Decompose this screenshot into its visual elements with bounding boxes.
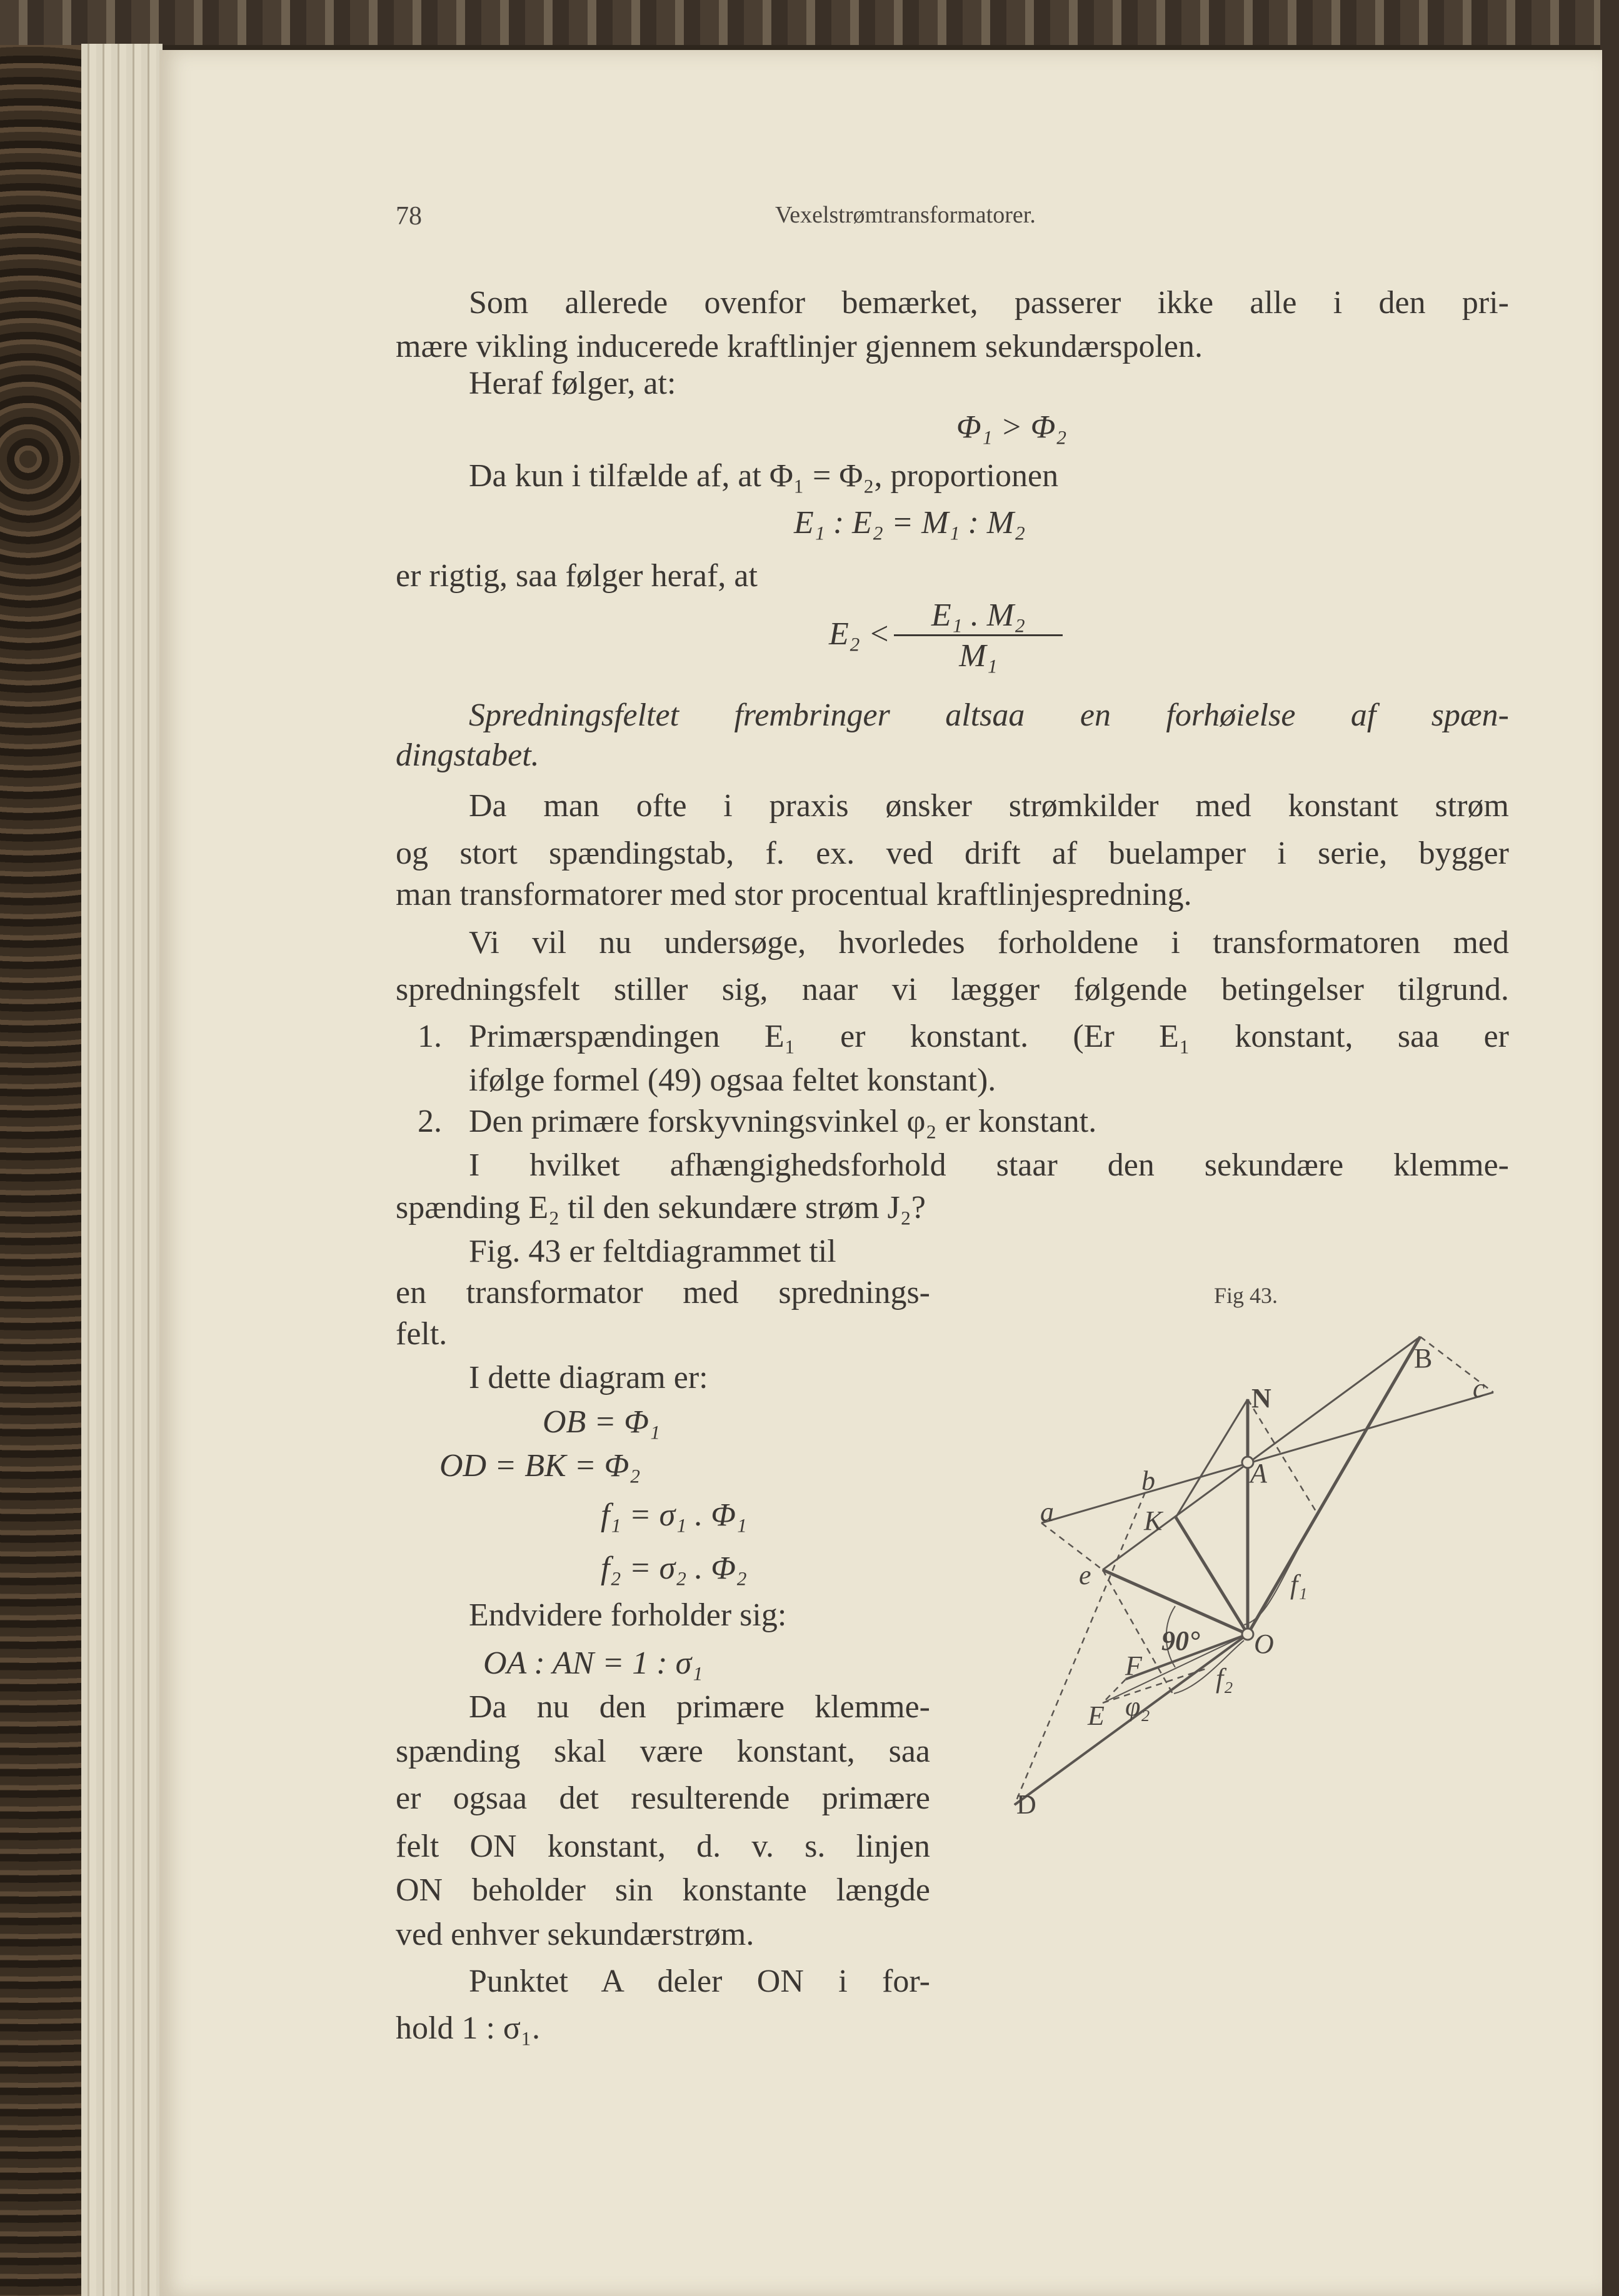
text-line: en transformator med sprednings-	[396, 1275, 930, 1310]
label-e: e	[1079, 1560, 1091, 1590]
text-line: Da man ofte i praxis ønsker strømkilder med konstant strøm	[469, 788, 1509, 824]
line-eO	[1103, 1570, 1248, 1634]
text-line: dingstabet.	[396, 737, 539, 773]
point-O	[1242, 1629, 1253, 1640]
text-line: og stort spændingstab, f. ex. ved drift af buelamper i serie, bygger	[396, 836, 1509, 871]
formula-denominator: M₁	[959, 638, 998, 674]
text-line: Da kun i tilfælde af, at Φ₁ = Φ₂, proportionen	[469, 458, 1059, 494]
text-line: Endvidere forholder sig:	[469, 1597, 787, 1633]
text-line: Primærspændingen E₁ er konstant. (Er E₁ konstant, saa er	[469, 1019, 1509, 1054]
label-c: c	[1473, 1373, 1485, 1404]
label-E: E	[1088, 1700, 1105, 1731]
text-line: er ogsaa det resulterende primære	[396, 1780, 930, 1816]
text-line: Som allerede ovenfor bemærket, passerer ikke alle i den pri-	[469, 285, 1509, 321]
formula: f₁ = σ₁ . Φ₁	[601, 1497, 747, 1533]
formula: f₂ = σ₂ . Φ₂	[601, 1550, 747, 1586]
text-line: ved enhver sekundærstrøm.	[396, 1917, 754, 1952]
text-line: ifølge formel (49) ogsaa feltet konstant).	[469, 1062, 996, 1098]
formula-numerator: E₁ . M₂	[894, 597, 1063, 636]
text-line: I hvilket afhængighedsforhold staar den sekundære klemme-	[469, 1147, 1509, 1183]
running-title: Vexelstrømtransformatorer.	[775, 202, 1036, 228]
list-number: 1.	[418, 1019, 442, 1054]
label-B: B	[1414, 1343, 1433, 1374]
text-line: spænding skal være konstant, saa	[396, 1734, 930, 1769]
line-OB	[1248, 1337, 1420, 1634]
label-A: A	[1250, 1458, 1267, 1489]
text-line: er rigtig, saa følger heraf, at	[396, 558, 758, 594]
label-phi2: φ₂	[1125, 1691, 1150, 1722]
dashed-ae	[1041, 1523, 1103, 1570]
text-line: Den primære forskyvningsvinkel φ₂ er konstant.	[469, 1104, 1097, 1139]
label-D: D	[1016, 1789, 1036, 1820]
formula: Φ₁ > Φ₂	[956, 409, 1067, 445]
label-angle-90: 90°	[1161, 1625, 1200, 1656]
text-line: Da nu den primære klemme-	[469, 1689, 930, 1725]
text-line: ON beholder sin konstante længde	[396, 1872, 930, 1908]
line-NK	[1176, 1399, 1248, 1517]
text-line: hold 1 : σ₁.	[396, 2010, 541, 2046]
list-number: 2.	[418, 1104, 442, 1139]
text-line: felt.	[396, 1316, 448, 1352]
figure-caption: Fig 43.	[1214, 1283, 1278, 1308]
text-line: Heraf følger, at:	[469, 366, 676, 401]
formula: OA : AN = 1 : σ₁	[483, 1645, 703, 1681]
page-number: 78	[396, 202, 422, 231]
text-line: felt ON konstant, d. v. s. linjen	[396, 1829, 930, 1864]
text-line: spænding E₂ til den sekundære strøm J₂?	[396, 1190, 926, 1225]
text-line: spredningsfelt stiller sig, naar vi lægger følgende betingelser tilgrund.	[396, 972, 1509, 1007]
text-line: Punktet A deler ON i for-	[469, 1964, 930, 1999]
label-F: F	[1125, 1650, 1142, 1681]
formula: OD = BK = Φ₂	[439, 1448, 641, 1484]
label-N: N	[1251, 1383, 1271, 1414]
formula: E₁ : E₂ = M₁ : M₂	[794, 505, 1026, 541]
formula-lhs: E₂ <	[829, 616, 890, 652]
text-line: man transformatorer med stor procentual kraftlinjespredning.	[396, 877, 1192, 912]
text-line: I dette diagram er:	[469, 1360, 708, 1395]
text-line: Spredningsfeltet frembringer altsaa en forhøielse af spæn-	[469, 697, 1509, 733]
formula: OB = Φ₁	[543, 1404, 661, 1440]
label-K: K	[1144, 1505, 1163, 1536]
label-f1: f₁	[1290, 1569, 1308, 1600]
text-line: Fig. 43 er feltdiagrammet til	[469, 1234, 836, 1269]
text-line: Vi vil nu undersøge, hvorledes forholdene i transformatoren med	[469, 925, 1509, 961]
label-a: a	[1040, 1497, 1054, 1527]
text-line: mære vikling inducerede kraftlinjer gjennem sekundærspolen.	[396, 329, 1203, 364]
label-O: O	[1254, 1629, 1274, 1659]
label-b: b	[1141, 1465, 1155, 1496]
label-f2: f₂	[1216, 1663, 1233, 1694]
